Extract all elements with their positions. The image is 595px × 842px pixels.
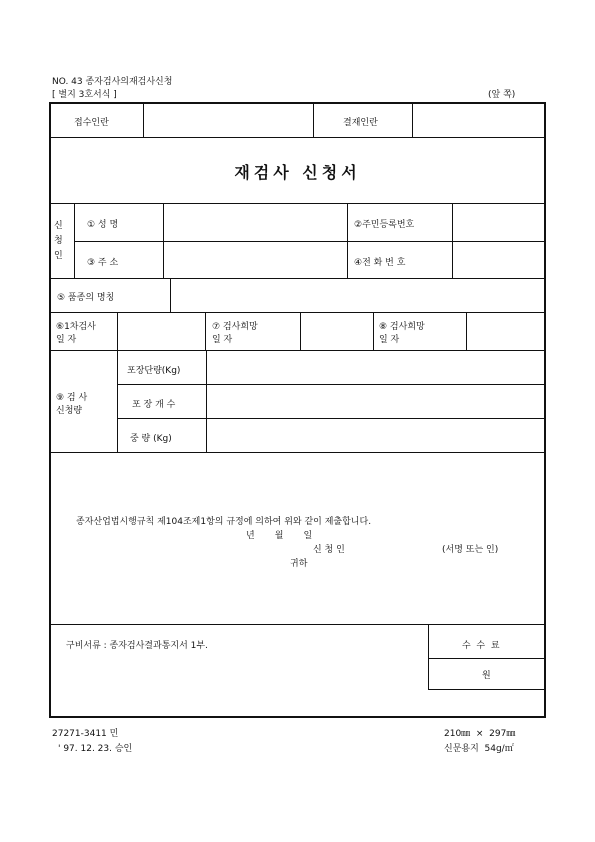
first-test-date-label-2: 일 자 (56, 335, 77, 345)
address-field[interactable] (164, 242, 346, 277)
page-title: 재검사 신청서 (234, 163, 361, 182)
desired-date2-label-2: 일 자 (379, 335, 400, 345)
paper-spec: 신문용지 54g/㎡ (444, 744, 514, 754)
unit-weight-label: 포장단량(Kg) (127, 366, 181, 376)
name-label: ① 성 명 (87, 220, 119, 230)
first-test-date-label: ⑥1차검사 (56, 322, 96, 332)
col-divider (205, 312, 206, 350)
desired-date-label-2: 일 자 (212, 335, 233, 345)
receipt-field[interactable] (144, 103, 312, 136)
row-divider (49, 624, 546, 625)
quantity-group-label: ⑨ 검 사 (56, 393, 88, 403)
desired-date2-field[interactable] (467, 313, 544, 349)
unit-weight-field[interactable] (207, 351, 544, 383)
addressee: 귀하 (290, 559, 308, 569)
row-divider (49, 452, 546, 453)
col-divider (347, 203, 348, 278)
phone-label: ④전 화 번 호 (354, 258, 406, 268)
col-divider (74, 203, 75, 278)
resident-id-label: ②주민등록번호 (354, 220, 415, 230)
approval-field[interactable] (413, 103, 544, 136)
name-field[interactable] (164, 204, 346, 240)
desired-date-label: ⑦ 검사희망 (212, 322, 258, 332)
col-divider (428, 624, 429, 689)
applicant-group-label: 신 청 인 (54, 221, 63, 261)
phone-field[interactable] (453, 242, 544, 277)
pack-count-field[interactable] (207, 385, 544, 417)
form-code: 27271-3411 민 (52, 729, 119, 739)
statement-text: 종자산업법시행규칙 제104조제1항의 규정에 의하여 위와 같이 제출합니다. (76, 517, 372, 527)
col-divider (117, 350, 118, 452)
signature-note: (서명 또는 인) (442, 545, 499, 555)
approval-label: 결재인란 (343, 118, 378, 128)
resident-id-field[interactable] (453, 204, 544, 240)
required-documents: 구비서류 : 종자검사결과통지서 1부. (66, 641, 208, 651)
address-label: ③ 주 소 (87, 258, 119, 268)
pack-count-label: 포 장 개 수 (132, 400, 176, 410)
row-divider (428, 658, 546, 659)
row-divider (49, 137, 546, 138)
fee-unit: 원 (482, 671, 491, 681)
paper-size: 210㎜ × 297㎜ (444, 729, 516, 739)
date-line: 년 월 일 (246, 531, 313, 541)
applicant-line: 신 청 인 (313, 545, 345, 555)
form-number: NO. 43 종자검사의재검사신청 (52, 77, 173, 87)
variety-field[interactable] (171, 279, 544, 311)
quantity-group-label-2: 신청량 (56, 406, 83, 416)
desired-date-field[interactable] (301, 313, 372, 349)
receipt-label: 접수인란 (74, 118, 109, 128)
variety-label: ⑤ 품종의 명칭 (57, 293, 115, 303)
row-divider (428, 689, 546, 690)
form-type: [ 별지 3호서식 ] (52, 90, 117, 100)
col-divider (313, 102, 314, 137)
first-test-date-field[interactable] (118, 313, 204, 349)
page-side: (앞 쪽) (488, 90, 516, 100)
weight-label: 중 량 (Kg) (130, 434, 172, 444)
desired-date2-label: ⑧ 검사희망 (379, 322, 425, 332)
fee-label: 수 수 료 (462, 641, 500, 651)
col-divider (373, 312, 374, 350)
weight-field[interactable] (207, 419, 544, 451)
approval-date: ' 97. 12. 23. 승인 (58, 744, 133, 754)
